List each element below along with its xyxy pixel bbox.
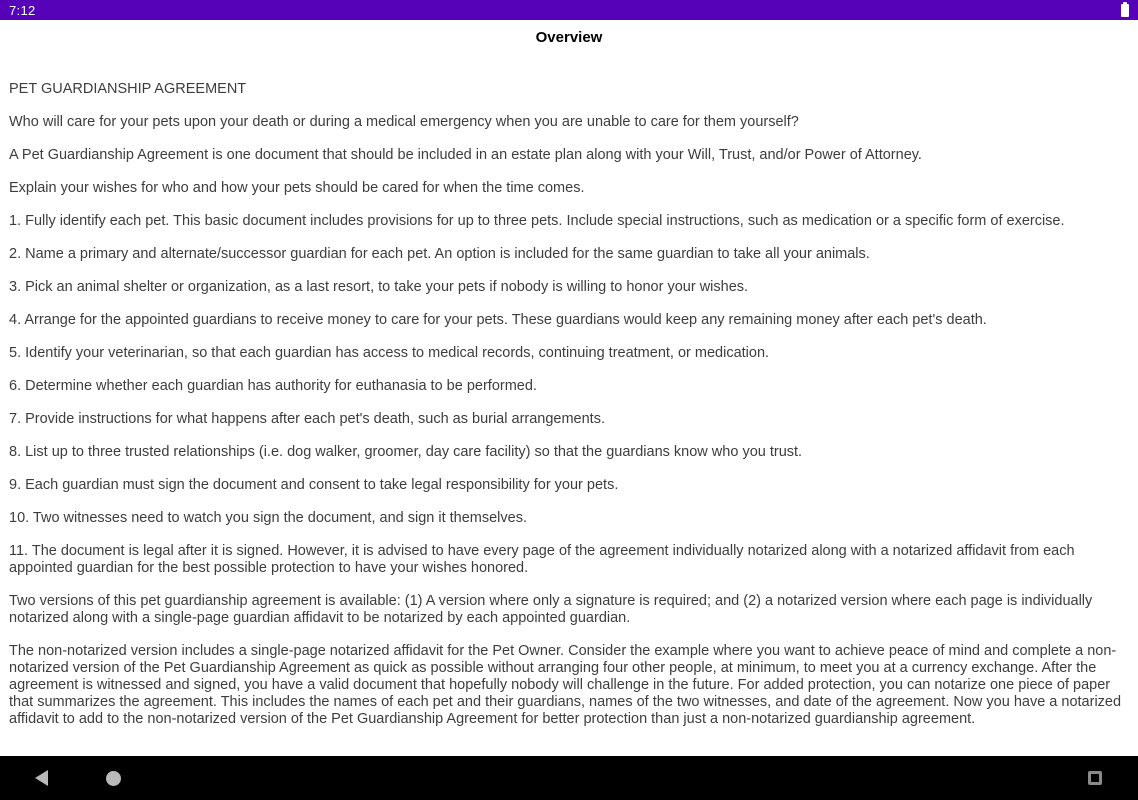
paragraph-item-1: 1. Fully identify each pet. This basic document includes provisions for up to three pets. Include special instructions, such as medication or a specific form of exercise. (9, 213, 1065, 229)
home-icon (106, 771, 121, 786)
back-button[interactable] (26, 763, 56, 793)
back-icon (35, 770, 48, 786)
paragraph-item-3: 3. Pick an animal shelter or organization, as a last resort, to take your pets if nobody is willing to honor your wishes. (9, 279, 749, 295)
document-content (0, 55, 1138, 756)
paragraph-item-11: 11. The document is legal after it is signed. However, it is advised to have every page of the agreement individually notarized along with a notarized affidavit from each appointed guardian for the best possible protection to have your wishes honored. (9, 543, 1075, 576)
status-time: 7:12 (9, 2, 36, 18)
paragraph-intro-wishes: Explain your wishes for who and how your pets should be cared for when the time comes. (9, 180, 585, 196)
paragraph-item-9: 9. Each guardian must sign the document and consent to take legal responsibility for your pets. (9, 477, 619, 493)
recent-apps-button[interactable] (1080, 763, 1110, 793)
paragraph-intro-estate-plan: A Pet Guardianship Agreement is one document that should be included in an estate plan along with your Will, Trust, and/or Power of Attorney. (9, 147, 922, 163)
paragraph-versions: Two versions of this pet guardianship agreement is available: (1) A version where only a signature is required; and (2) a notarized version where each page is individually notarized along with a single-page guardian affidavit to be notarized by each appointed guardian. (9, 593, 1093, 626)
paragraph-non-notarized: The non-notarized version includes a single-page notarized affidavit for the Pet Owner. Consider the example where you want to achieve peace of mind and complete a non-notarized version of the Pet Guardianship Agreement as quick as possible without arranging four other people, at minimum, to meet you at a currency exchange. After the agreement is witnessed and signed, you have a valid document that hopefully nobody will challenge in the future. For added protection, you can notarize one piece of paper that summarizes the agreement. This includes the names of each pet and their guardians, names of the two witnesses, and date of the agreement. Now you have a notarized affidavit to add to the non-notarized version of the Pet Guardianship Agreement for better protection than just a non-notarized guardianship agreement. (9, 643, 1122, 727)
page-title: Overview (535, 29, 603, 46)
battery-icon (1121, 4, 1129, 17)
paragraph-item-2: 2. Name a primary and alternate/successor guardian for each pet. An option is included for the same guardian to take all your animals. (9, 246, 870, 262)
status-bar (0, 0, 1138, 20)
paragraph-item-5: 5. Identify your veterinarian, so that each guardian has access to medical records, continuing treatment, or medication. (9, 345, 770, 361)
paragraph-item-4: 4. Arrange for the appointed guardians to receive money to care for your pets. These guardians would keep any remaining money after each pet's death. (9, 312, 987, 328)
paragraph-item-6: 6. Determine whether each guardian has authority for euthanasia to be performed. (9, 378, 537, 394)
app-bar (0, 20, 1138, 55)
paragraph-item-7: 7. Provide instructions for what happens after each pet's death, such as burial arrangements. (9, 411, 605, 427)
home-button[interactable] (98, 763, 128, 793)
paragraph-item-10: 10. Two witnesses need to watch you sign the document, and sign it themselves. (9, 510, 527, 526)
document-heading: PET GUARDIANSHIP AGREEMENT (9, 81, 247, 97)
paragraph-intro-question: Who will care for your pets upon your death or during a medical emergency when you are unable to care for them yourself? (9, 114, 799, 130)
paragraph-item-8: 8. List up to three trusted relationships (i.e. dog walker, groomer, day care facility) so that the guardians know who you trust. (9, 444, 803, 460)
recent-apps-icon (1088, 771, 1102, 785)
navigation-bar (0, 756, 1138, 800)
